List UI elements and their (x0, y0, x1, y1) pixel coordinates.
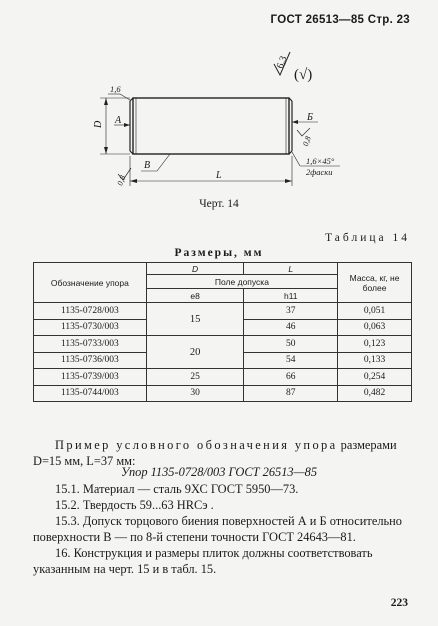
dimensions-table (33, 262, 412, 402)
example-intro-end: размерами (340, 438, 397, 452)
surface-A-marker (114, 115, 130, 127)
roughness-right-value: 0,8 (300, 134, 313, 148)
chamfer-left-note (108, 84, 130, 100)
designation-cell: 1135-0733/003 (34, 336, 147, 353)
surface-V-label: В (144, 160, 151, 171)
chamfer-right-note (292, 152, 340, 177)
L-cell: 87 (244, 385, 338, 402)
col-L-header: L (244, 263, 338, 275)
page-header: ГОСТ 26513—85 Стр. 23 (270, 14, 410, 26)
chamfer-size: 1,6×45° (306, 156, 335, 166)
requirement-item: 15.3. Допуск торцового биения поверхностей А и Б относительно поверхности В — по 8-й степени точности ГОСТ 24643—81. (33, 514, 403, 544)
L-cell: 50 (244, 336, 338, 353)
mass-cell: 0,133 (338, 352, 412, 369)
D-cell: 15 (146, 303, 244, 336)
L-cell: 46 (244, 319, 338, 336)
roughness-other: (√) (294, 67, 313, 83)
tolerance-field-header: Поле допуска (146, 275, 337, 289)
surface-A-label: А (115, 115, 122, 126)
roughness-right (297, 128, 313, 147)
table-number: Таблица 14 (325, 232, 410, 244)
chamfer-left-value: 1,6 (110, 84, 121, 94)
tol-D-header: е8 (146, 289, 244, 303)
table-heading: Размеры, мм (174, 247, 264, 259)
example-intro: Пример условного обозначения упора (55, 438, 338, 452)
table-row (34, 336, 412, 353)
table-row (34, 303, 412, 320)
mass-cell: 0,063 (338, 319, 412, 336)
surface-B-marker (292, 112, 318, 124)
table-header-row (34, 263, 412, 275)
pin-outline (130, 98, 292, 154)
designation-cell: 1135-0736/003 (34, 352, 147, 369)
designation-cell: 1135-0739/003 (34, 369, 147, 386)
D-cell: 20 (146, 336, 244, 369)
designation-cell: 1135-0728/003 (34, 303, 147, 320)
requirement-item: 16. Конструкция и размеры плиток должны соответствовать указанным на черт. 15 и в табл. 15. (33, 546, 373, 576)
L-cell: 37 (244, 303, 338, 320)
surface-B-label: Б (307, 112, 313, 123)
mass-cell: 0,123 (338, 336, 412, 353)
table-row (34, 385, 412, 402)
page-number: 223 (390, 597, 408, 609)
designation-cell: 1135-0730/003 (34, 319, 147, 336)
figure-caption: Черт. 14 (199, 198, 239, 210)
designation-cell: 1135-0744/003 (34, 385, 147, 402)
mass-cell: 0,051 (338, 303, 412, 320)
col-mass-header: Масса, кг, не более (338, 263, 412, 303)
requirement-item: 15.2. Твердость 59...63 HRCэ . (55, 498, 214, 512)
surface-V-marker (141, 154, 170, 171)
roughness-symbol (274, 52, 312, 83)
col-D-header: D (146, 263, 244, 275)
dimension-D-label: D (93, 120, 104, 128)
tol-L-header: h11 (244, 289, 338, 303)
L-cell: 54 (244, 352, 338, 369)
mass-cell: 0,254 (338, 369, 412, 386)
D-cell: 25 (146, 369, 244, 386)
roughness-value: 6,3 (274, 54, 290, 71)
designation-example: Упор 1135-0728/003 ГОСТ 26513—85 (120, 465, 318, 479)
technical-drawing (0, 0, 438, 200)
L-cell: 66 (244, 369, 338, 386)
dimension-L-label: L (216, 170, 222, 181)
example-dimensions: D=15 мм, L=37 мм: (33, 454, 136, 468)
col-designation-header: Обозначение упора (34, 263, 147, 303)
requirements-list (33, 481, 412, 577)
roughness-left-value: 0,8 (115, 174, 128, 187)
roughness-left (115, 168, 131, 187)
D-cell: 30 (146, 385, 244, 402)
mass-cell: 0,482 (338, 385, 412, 402)
chamfer-count: 2фаски (306, 167, 333, 177)
requirement-item: 15.1. Материал — сталь 9ХС ГОСТ 5950—73. (55, 482, 299, 496)
table-row (34, 369, 412, 386)
